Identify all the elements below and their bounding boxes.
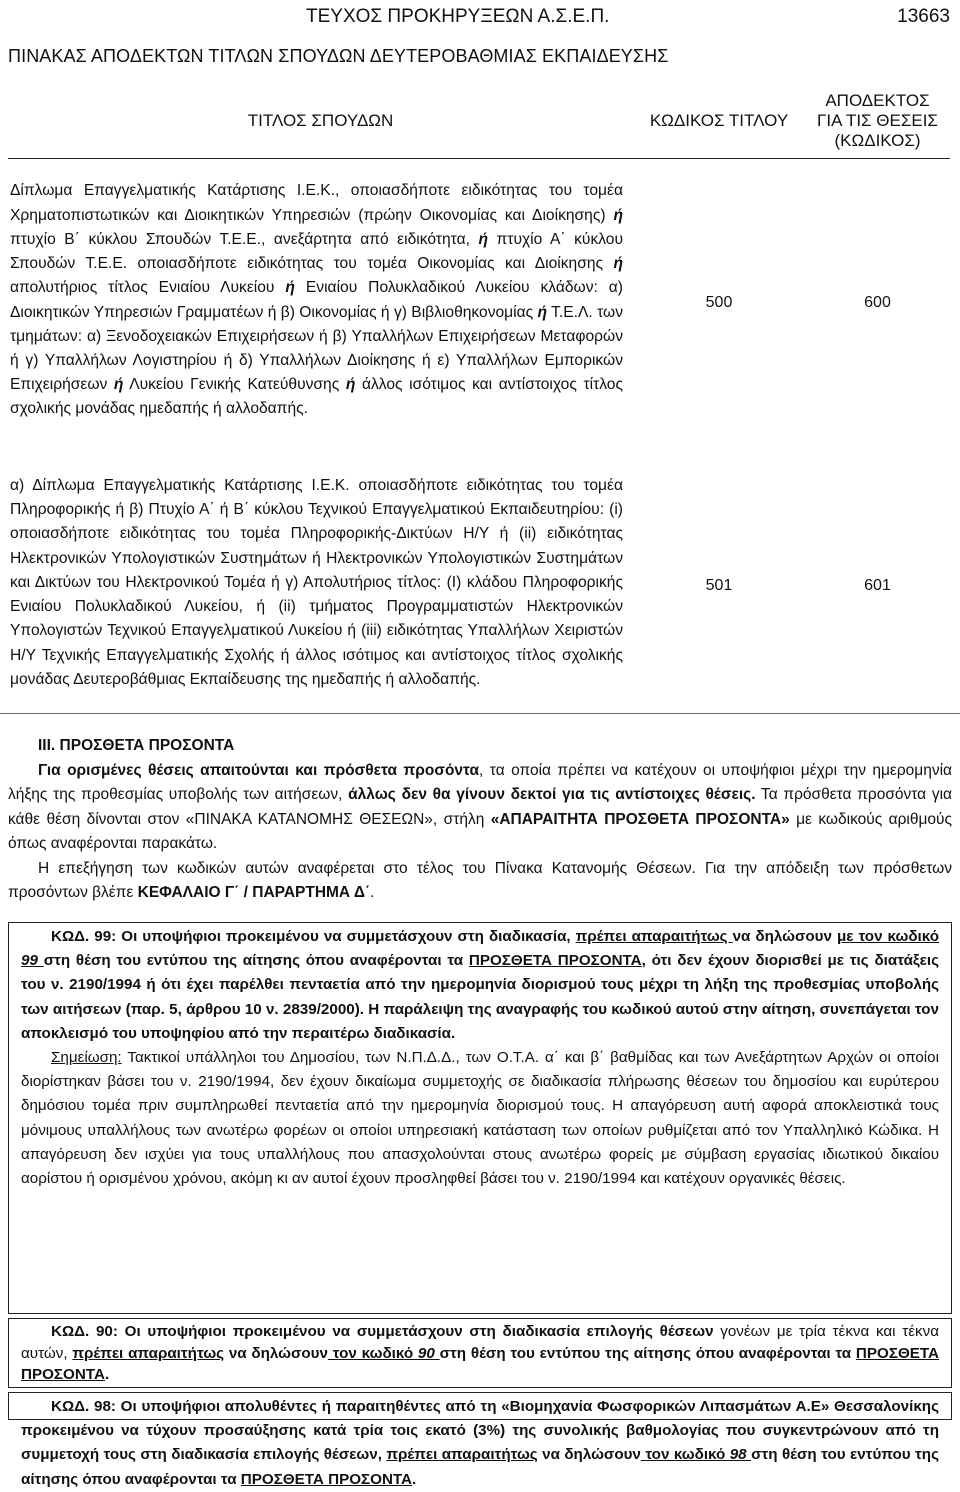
code-99-box [8,922,952,1314]
header-accepted-line1: ΑΠΟΔΕΚΤΟΣ [825,91,930,110]
header-title-studies: ΤΙΤΛΟΣ ΣΠΟΥΔΩΝ [247,111,394,130]
code-90-text: ΚΩΔ. 90: Οι υποψήφιοι προκειμένου να συμμετάσχουν στη διαδικασία επιλογής θέσεων γονέων με τρία τέκνα και τέκνα αυτών, πρέπει απαραιτήτως να δηλώσουν τον κωδικό 90 στη θέση του εντύπου της αίτησης όπου αναφέρονται τα ΠΡΟΣΘΕΤΑ ΠΡΟΣΟΝΤΑ. [21,1323,940,1383]
main-title: ΠΙΝΑΚΑΣ ΑΠΟΔΕΚΤΩΝ ΤΙΤΛΩΝ ΣΠΟΥΔΩΝ ΔΕΥΤΕΡΟΒΑΘΜΙΑΣ ΕΚΠΑΙΔΕΥΣΗΣ [8,46,669,66]
row-accepted-code: 600 [864,294,891,312]
header-accepted-line2: ΓΙΑ ΤΙΣ ΘΕΣΕΙΣ [817,111,938,130]
page-number: 13663 [897,6,950,27]
row-description: Δίπλωμα Επαγγελματικής Κατάρτισης Ι.Ε.Κ., οποιασδήποτε ειδικότητας του τομέα Χρηματοπιστωτικών και Διοικητικών Υπηρεσιών (πρώην Οικονομίας και Διοίκησης) ή πτυχίο Β΄ κύκλου Σπουδών Τ.Ε.Ε., ανεξάρτητα από ειδικότητα, ή πτυχίο Α΄ κύκλου Σπουδών Τ.Ε.Ε. οποιασδήποτε ειδικότητας του τομέα Οικονομίας και Διοίκησης ή απολυτήριος τίτλος Ενιαίου Λυκείου ή Ενιαίου Πολυκλαδικού Λυκείου κλάδων: α) Διοικητικών Υπηρεσιών Γραμματέων ή β) Οικονομίας ή γ) Βιβλιοθηκονομίας ή Τ.Ε.Λ. των τμημάτων: α) Ξενοδοχειακών Επιχειρήσεων ή β) Υπαλλήλων Επιχειρήσεων Μεταφορών ή γ) Υπαλλήλων Λογιστηρίου ή δ) Υπαλλήλων Διοίκησης ή ε) Υπαλλήλων Εμπορικών Επιχειρήσεων ή Λυκείου Γενικής Κατεύθυνσης ή άλλος ισότιμος και αντίστοιχος τίτλος σχολικής μονάδας ημεδαπής ή αλλοδαπής. [10,182,623,418]
code-99-text: ΚΩΔ. 99: Οι υποψήφιοι προκειμένου να συμμετάσχουν στη διαδικασία, πρέπει απαραιτήτως να δηλώσουν με τον κωδικό 99 στη θέση του εντύπου της αίτησης όπου αναφέρονται τα ΠΡΟΣΘΕΤΑ ΠΡΟΣΟΝΤΑ, ότι δεν έχουν διορισθεί με τις διατάξεις του ν. 2190/1994 ή ότι έχει παρέλθει πενταετία από την ημερομηνία διορισμού τους μέχρι τη λήξη της προθεσμίας υποβολής των αιτήσεων (παρ. 5, άρθρου 10 ν. 2839/2000). Η παράλειψη της αναγραφής του κωδικού αυτού στην αίτηση, συνεπάγεται τον αποκλεισμό του υποψηφίου από την περαιτέρω διαδικασία. [21,928,940,1042]
section-divider [0,713,960,714]
additional-qualifications-section [8,734,952,906]
header-accepted-line3: (ΚΩΔΙΚΟΣ) [834,131,921,150]
table-header-row [8,84,950,159]
row-description: α) Δίπλωμα Επαγγελματικής Κατάρτισης Ι.Ε.Κ. οποιασδήποτε ειδικότητας του τομέα Πληροφορικής ή β) Πτυχίο Α΄ ή Β΄ κύκλου Τεχνικού Επαγγελματικού Εκπαιδευτηρίου: (i) οποιασδήποτε ειδικότητας του τομέα Πληροφορικής-Δικτύων Η/Υ ή (ii) ειδικότητας Ηλεκτρονικών Υπολογιστικών Συστημάτων ή Ηλεκτρονικών Υπολογιστικών Συστημάτων και Δικτύων του Ηλεκτρονικού Τομέα ή γ) Απολυτήριος τίτλος: (Ι) κλάδου Πληροφορικής Ενιαίου Πολυκλαδικού Λυκείου, ή (ii) τμήματος Προγραμματιστών Ηλεκτρονικών Υπολογιστών Τεχνικού Επαγγελματικού Λυκείου ή (iii) ειδικότητας Υπαλλήλων Χειριστών Η/Υ Τεχνικής Επαγγελματικής Σχολής ή άλλος ισότιμος και αντίστοιχος τίτλος σχολικής μονάδας Δευτεροβάθμιας Εκπαίδευσης της ημεδαπής ή αλλοδαπής. [10,477,623,688]
section-paragraph: Για ορισμένες θέσεις απαιτούνται και πρόσθετα προσόντα, τα οποία πρέπει να κατέχουν οι υποψήφιοι μέχρι την ημερομηνία λήξης της προθεσμίας υποβολής των αιτήσεων, άλλως δεν θα γίνουν δεκτοί για τις αντίστοιχες θέσεις. Τα πρόσθετα προσόντα για κάθε θέση δίνονται στον «ΠΙΝΑΚΑ ΚΑΤΑΝΟΜΗΣ ΘΕΣΕΩΝ», στήλη «ΑΠΑΡΑΙΤΗΤΑ ΠΡΟΣΘΕΤΑ ΠΡΟΣΟΝΤΑ» με κωδικούς αριθμούς όπως αναφέρονται παρακάτω. [8,761,952,852]
row-accepted-code: 601 [864,576,891,594]
header-title-code: ΚΩΔΙΚΟΣ ΤΙΤΛΟΥ [649,111,789,130]
table-row [8,159,950,449]
code-90-box [8,1318,952,1388]
header-accepted [805,84,950,159]
section-title: ΙΙΙ. ΠΡΟΣΘΕΤΑ ΠΡΟΣΟΝΤΑ [38,737,235,754]
page-header [0,6,960,28]
code-99-note: Σημείωση: Τακτικοί υπάλληλοι του Δημοσίου, των Ν.Π.Δ.Δ., των Ο.Τ.Α. α΄ και β΄ βαθμίδας και των Ανεξάρτητων Αρχών οι οποίοι διορίστηκαν βάσει του ν. 2190/1994, δεν έχουν δικαίωμα συμμετοχής σε διαδικασία πλήρωσης θέσεων του δημοσίου και ευρύτερου δημόσιου τομέα πριν συμπληρωθεί πενταετία από την ημερομηνία διορισμού τους. Η απαγόρευση αυτή αφορά αποκλειστικά τους μόνιμους υπαλλήλους των ανωτέρω φορέων οι οποίοι υπηρεσιακή κατάσταση των οποίων ρυθμίζεται από τον Υπαλληλικό Κώδικα. Η απαγόρευση δεν ισχύει για τους υπαλλήλους που απασχολούνται στους ανωτέρω φορείς με σύμβαση εργασίας ιδιωτικού δικαίου αορίστου ή ορισμένου χρόνου, ακόμη κι αν αυτοί έχουν προσληφθεί βάσει του ν. 2190/1994 και κατέχουν οργανικές θέσεις. [21,1049,939,1188]
row-title-code: 501 [705,576,733,594]
titles-table [8,84,950,724]
code-98-text: ΚΩΔ. 98: Οι υποψήφιοι απολυθέντες ή παραιτηθέντες από τη «Βιομηχανία Φωσφορικών Λιπασμάτων Α.Ε» Θεσσαλονίκης προκειμένου να τύχουν προσαύξησης κατά τρία τοις εκατό (3%) της συνολικής βαθμολογίας που συγκεντρώνουν από τη συμμετοχή τους στη διαδικασία επιλογής θέσεων, πρέπει απαραιτήτως να δηλώσουν τον κωδικό 98 στη θέση του εντύπου της αίτησης όπου αναφέρονται τα ΠΡΟΣΘΕΤΑ ΠΡΟΣΟΝΤΑ. [21,1398,939,1488]
code-98-box [8,1392,952,1488]
section-paragraph: Η επεξήγηση των κωδικών αυτών αναφέρεται στο τέλος του Πίνακα Κατανομής Θέσεων. Για την απόδειξη των πρόσθετων προσόντων βλέπε ΚΕΦΑΛΑΙΟ Γ΄ / ΠΑΡΑΡΤΗΜΑ Δ΄. [8,859,952,901]
row-title-code: 500 [705,294,733,312]
table-row [8,448,950,724]
issue-title: ΤΕΥΧΟΣ ΠΡΟΚΗΡΥΞΕΩΝ Α.Σ.Ε.Π. [306,6,610,27]
